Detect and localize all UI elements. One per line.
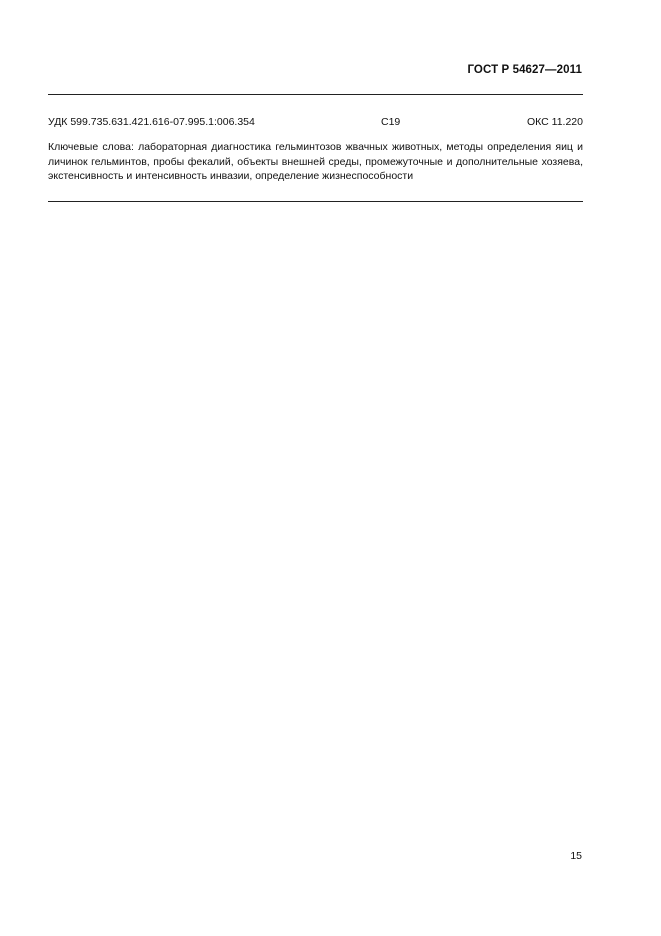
oks-code: ОКС 11.220 [526,116,583,128]
keywords-paragraph: Ключевые слова: лабораторная диагностика гельминтозов жвачных животных, методы определения яиц и личинок гельминтов, пробы фекалий, объекты внешней среды, промежуточные и дополнительные хозяева, экстенсивность и интенсивность инвазии, определение жизнеспособности [48,141,583,182]
page-number: 15 [570,850,582,862]
bottom-divider [48,201,583,202]
udk-code: УДК 599.735.631.421.616-07.995.1:006.354 [48,116,255,128]
class-code: С19 [381,116,401,128]
classification-row [48,116,583,130]
top-divider [48,94,583,95]
standard-code: ГОСТ Р 54627—2011 [467,64,582,76]
